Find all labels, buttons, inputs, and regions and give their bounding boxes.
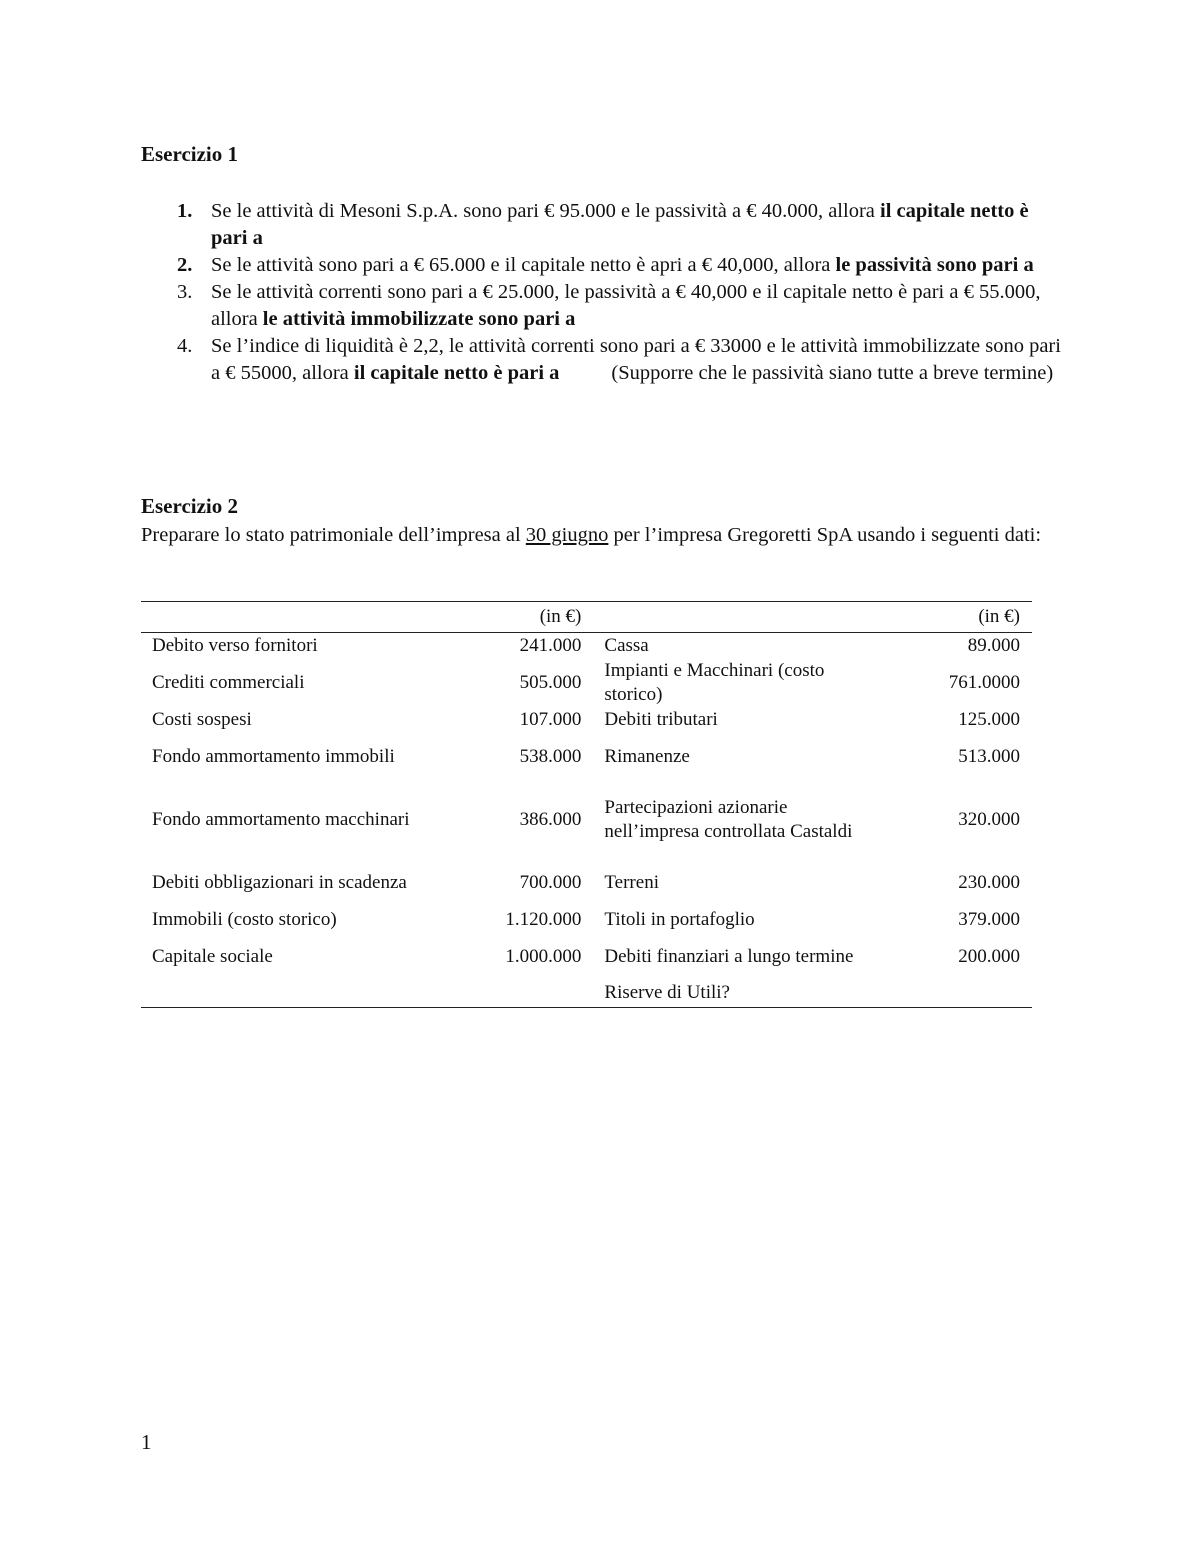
page-number: 1: [141, 1430, 152, 1454]
left-item-label: Fondo ammortamento immobili: [152, 745, 395, 767]
left-item-value: 700.000: [519, 871, 582, 893]
question-number: 3.: [177, 281, 193, 303]
left-item-value: 1.120.000: [505, 908, 582, 930]
left-item-label: Costi sospesi: [152, 708, 252, 730]
table-row: [141, 859, 1032, 907]
exercise2-intro: [141, 522, 1061, 549]
left-item-value: 1.000.000: [505, 945, 582, 967]
intro-text-start: Preparare lo stato patrimoniale dell’impresa al: [141, 524, 526, 546]
question-1: [141, 198, 1061, 252]
right-item-label: Debiti tributari: [604, 708, 718, 730]
right-item-value: 230.000: [958, 871, 1020, 893]
right-item-label: Debiti finanziari a lungo termine: [604, 945, 854, 967]
table-row: [141, 633, 1032, 659]
right-item-value: 379.000: [958, 908, 1020, 930]
left-item-label: [141, 981, 453, 1008]
right-item-label: Riserve di Utili?: [604, 981, 730, 1003]
question-number: 2.: [177, 254, 193, 276]
left-item-value: [453, 981, 593, 1008]
left-item-value: 241.000: [519, 634, 582, 656]
left-item-label: Fondo ammortamento macchinari: [152, 808, 410, 830]
question-text: Se le attività correnti sono pari a € 25.000, le passività a € 40,000 e il capitale netto è pari a € 55.000, allora: [211, 281, 1041, 330]
right-item-value: 125.000: [958, 708, 1020, 730]
question-3: [141, 279, 1061, 333]
balance-sheet-data-table: [141, 601, 1032, 1008]
right-unit-header: (in €): [978, 606, 1020, 627]
right-item-label: Rimanenze: [604, 745, 690, 767]
left-item-label: Capitale sociale: [152, 945, 273, 967]
question-number: 1.: [177, 200, 193, 222]
right-item-value: 320.000: [958, 808, 1020, 830]
right-item-value: [886, 981, 1032, 1008]
right-item-label: Terreni: [604, 871, 659, 893]
exercise1-question-list: [141, 198, 1061, 387]
intro-date: 30 giugno: [525, 524, 609, 546]
question-emphasis: le passività sono pari a: [835, 254, 1034, 276]
left-unit-header: (in €): [539, 606, 582, 627]
question-4: [141, 333, 1061, 387]
exercise1-title: Esercizio 1: [141, 142, 239, 166]
left-item-value: 386.000: [519, 808, 582, 830]
question-emphasis: le attività immobilizzate sono pari a: [262, 308, 576, 330]
table-row: [141, 781, 1032, 859]
left-item-value: 538.000: [519, 745, 582, 767]
right-item-value: 513.000: [958, 745, 1020, 767]
table-row: [141, 933, 1032, 981]
right-item-label: Cassa: [604, 634, 649, 656]
intro-text-end: per l’impresa Gregoretti SpA usando i seguenti dati:: [608, 524, 1042, 546]
right-item-value: 200.000: [958, 945, 1020, 967]
table-row: [141, 907, 1032, 933]
question-note: (Supporre che le passività siano tutte a breve termine): [611, 362, 1054, 384]
right-item-value: 89.000: [967, 634, 1020, 656]
left-item-label: Debito verso fornitori: [152, 634, 318, 656]
left-item-value: 107.000: [519, 708, 582, 730]
exercise2-title: Esercizio 2: [141, 494, 239, 518]
left-item-label: Immobili (costo storico): [152, 908, 337, 930]
question-number: 4.: [177, 335, 193, 357]
right-item-label: Impianti e Macchinari (costo storico): [604, 659, 825, 705]
right-item-label: Partecipazioni azionarie nell’impresa controllata Castaldi: [604, 796, 853, 842]
table-header-row: [141, 602, 1032, 633]
question-2: [141, 252, 1061, 279]
question-text: Se le attività sono pari a € 65.000 e il capitale netto è apri a € 40,000, allora: [211, 254, 836, 276]
question-text: Se le attività di Mesoni S.p.A. sono pari € 95.000 e le passività a € 40.000, allora: [211, 200, 880, 222]
question-emphasis: il capitale netto è pari a: [211, 200, 1029, 249]
left-item-value: 505.000: [519, 671, 582, 693]
left-item-label: Debiti obbligazionari in scadenza: [152, 871, 407, 893]
right-item-label: Titoli in portafoglio: [604, 908, 755, 930]
table-row: [141, 707, 1032, 733]
question-emphasis: il capitale netto è pari a: [353, 362, 560, 384]
left-item-label: Crediti commerciali: [152, 671, 305, 693]
question-text: Se l’indice di liquidità è 2,2, le attività correnti sono pari a € 33000 e le attività immobilizzate sono pari a € 55000, allora: [211, 335, 1061, 384]
table-row: [141, 733, 1032, 781]
table-row: [141, 981, 1032, 1008]
right-item-value: 761.0000: [948, 671, 1020, 693]
table-row: [141, 659, 1032, 707]
